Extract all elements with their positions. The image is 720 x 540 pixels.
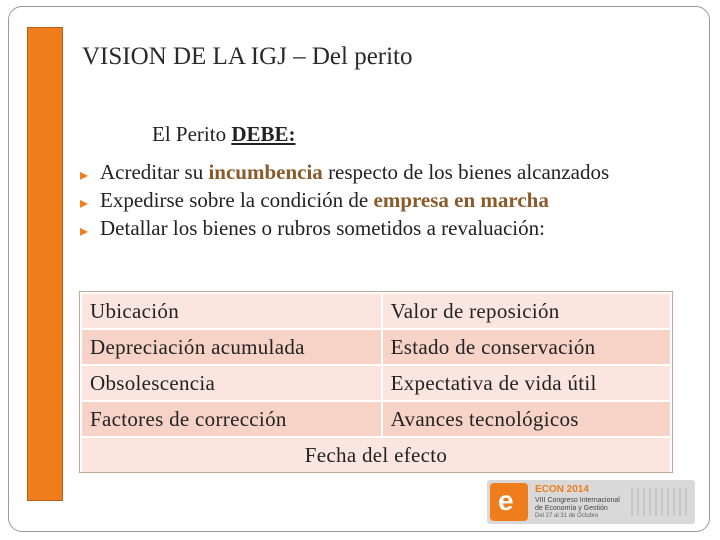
table-cell: Valor de reposición [382, 293, 671, 329]
table-row [81, 293, 671, 329]
bullet-item: ▸ Acreditar su incumbencia respecto de los bienes alcanzados [78, 158, 678, 186]
bullet-list [78, 158, 678, 242]
table-footer-cell: Fecha del efecto [81, 437, 671, 473]
triangle-bullet-icon: ▸ [80, 195, 89, 212]
subheading-strong: DEBE: [231, 122, 296, 146]
logo-line-2: VIII Congreso Internacional [535, 497, 620, 504]
table-cell: Factores de corrección [81, 401, 382, 437]
subheading-prefix: El Perito [152, 122, 232, 146]
criteria-table [80, 292, 672, 474]
highlight-text: empresa en marcha [373, 188, 549, 212]
subheading [152, 122, 296, 147]
table-row [81, 365, 671, 401]
triangle-bullet-icon: ▸ [80, 223, 89, 240]
table-cell: Estado de conservación [382, 329, 671, 365]
slide-title: VISION DE LA IGJ – Del perito [82, 43, 413, 70]
logo-line-4: Del 27 al 31 de Octubre [535, 513, 599, 519]
triangle-bullet-icon: ▸ [80, 167, 89, 184]
logo-decoration [631, 488, 687, 516]
table-cell: Avances tecnológicos [382, 401, 671, 437]
table-cell: Ubicación [81, 293, 382, 329]
econ-logo [487, 480, 695, 524]
accent-bar [27, 27, 63, 501]
table-cell: Expectativa de vida útil [382, 365, 671, 401]
logo-line-3: de Economía y Gestión [535, 505, 608, 512]
table-cell: Obsolescencia [81, 365, 382, 401]
table-row [81, 329, 671, 365]
logo-line-1: ECON 2014 [535, 484, 589, 495]
highlight-text: incumbencia [208, 160, 323, 184]
bullet-item: ▸ Detallar los bienes o rubros sometidos a revaluación: [78, 214, 678, 242]
bullet-item: ▸ Expedirse sobre la condición de empresa en marcha [78, 186, 678, 214]
logo-badge-icon: e [490, 483, 528, 521]
table-row [81, 401, 671, 437]
table-cell: Depreciación acumulada [81, 329, 382, 365]
table-footer-row [81, 437, 671, 473]
